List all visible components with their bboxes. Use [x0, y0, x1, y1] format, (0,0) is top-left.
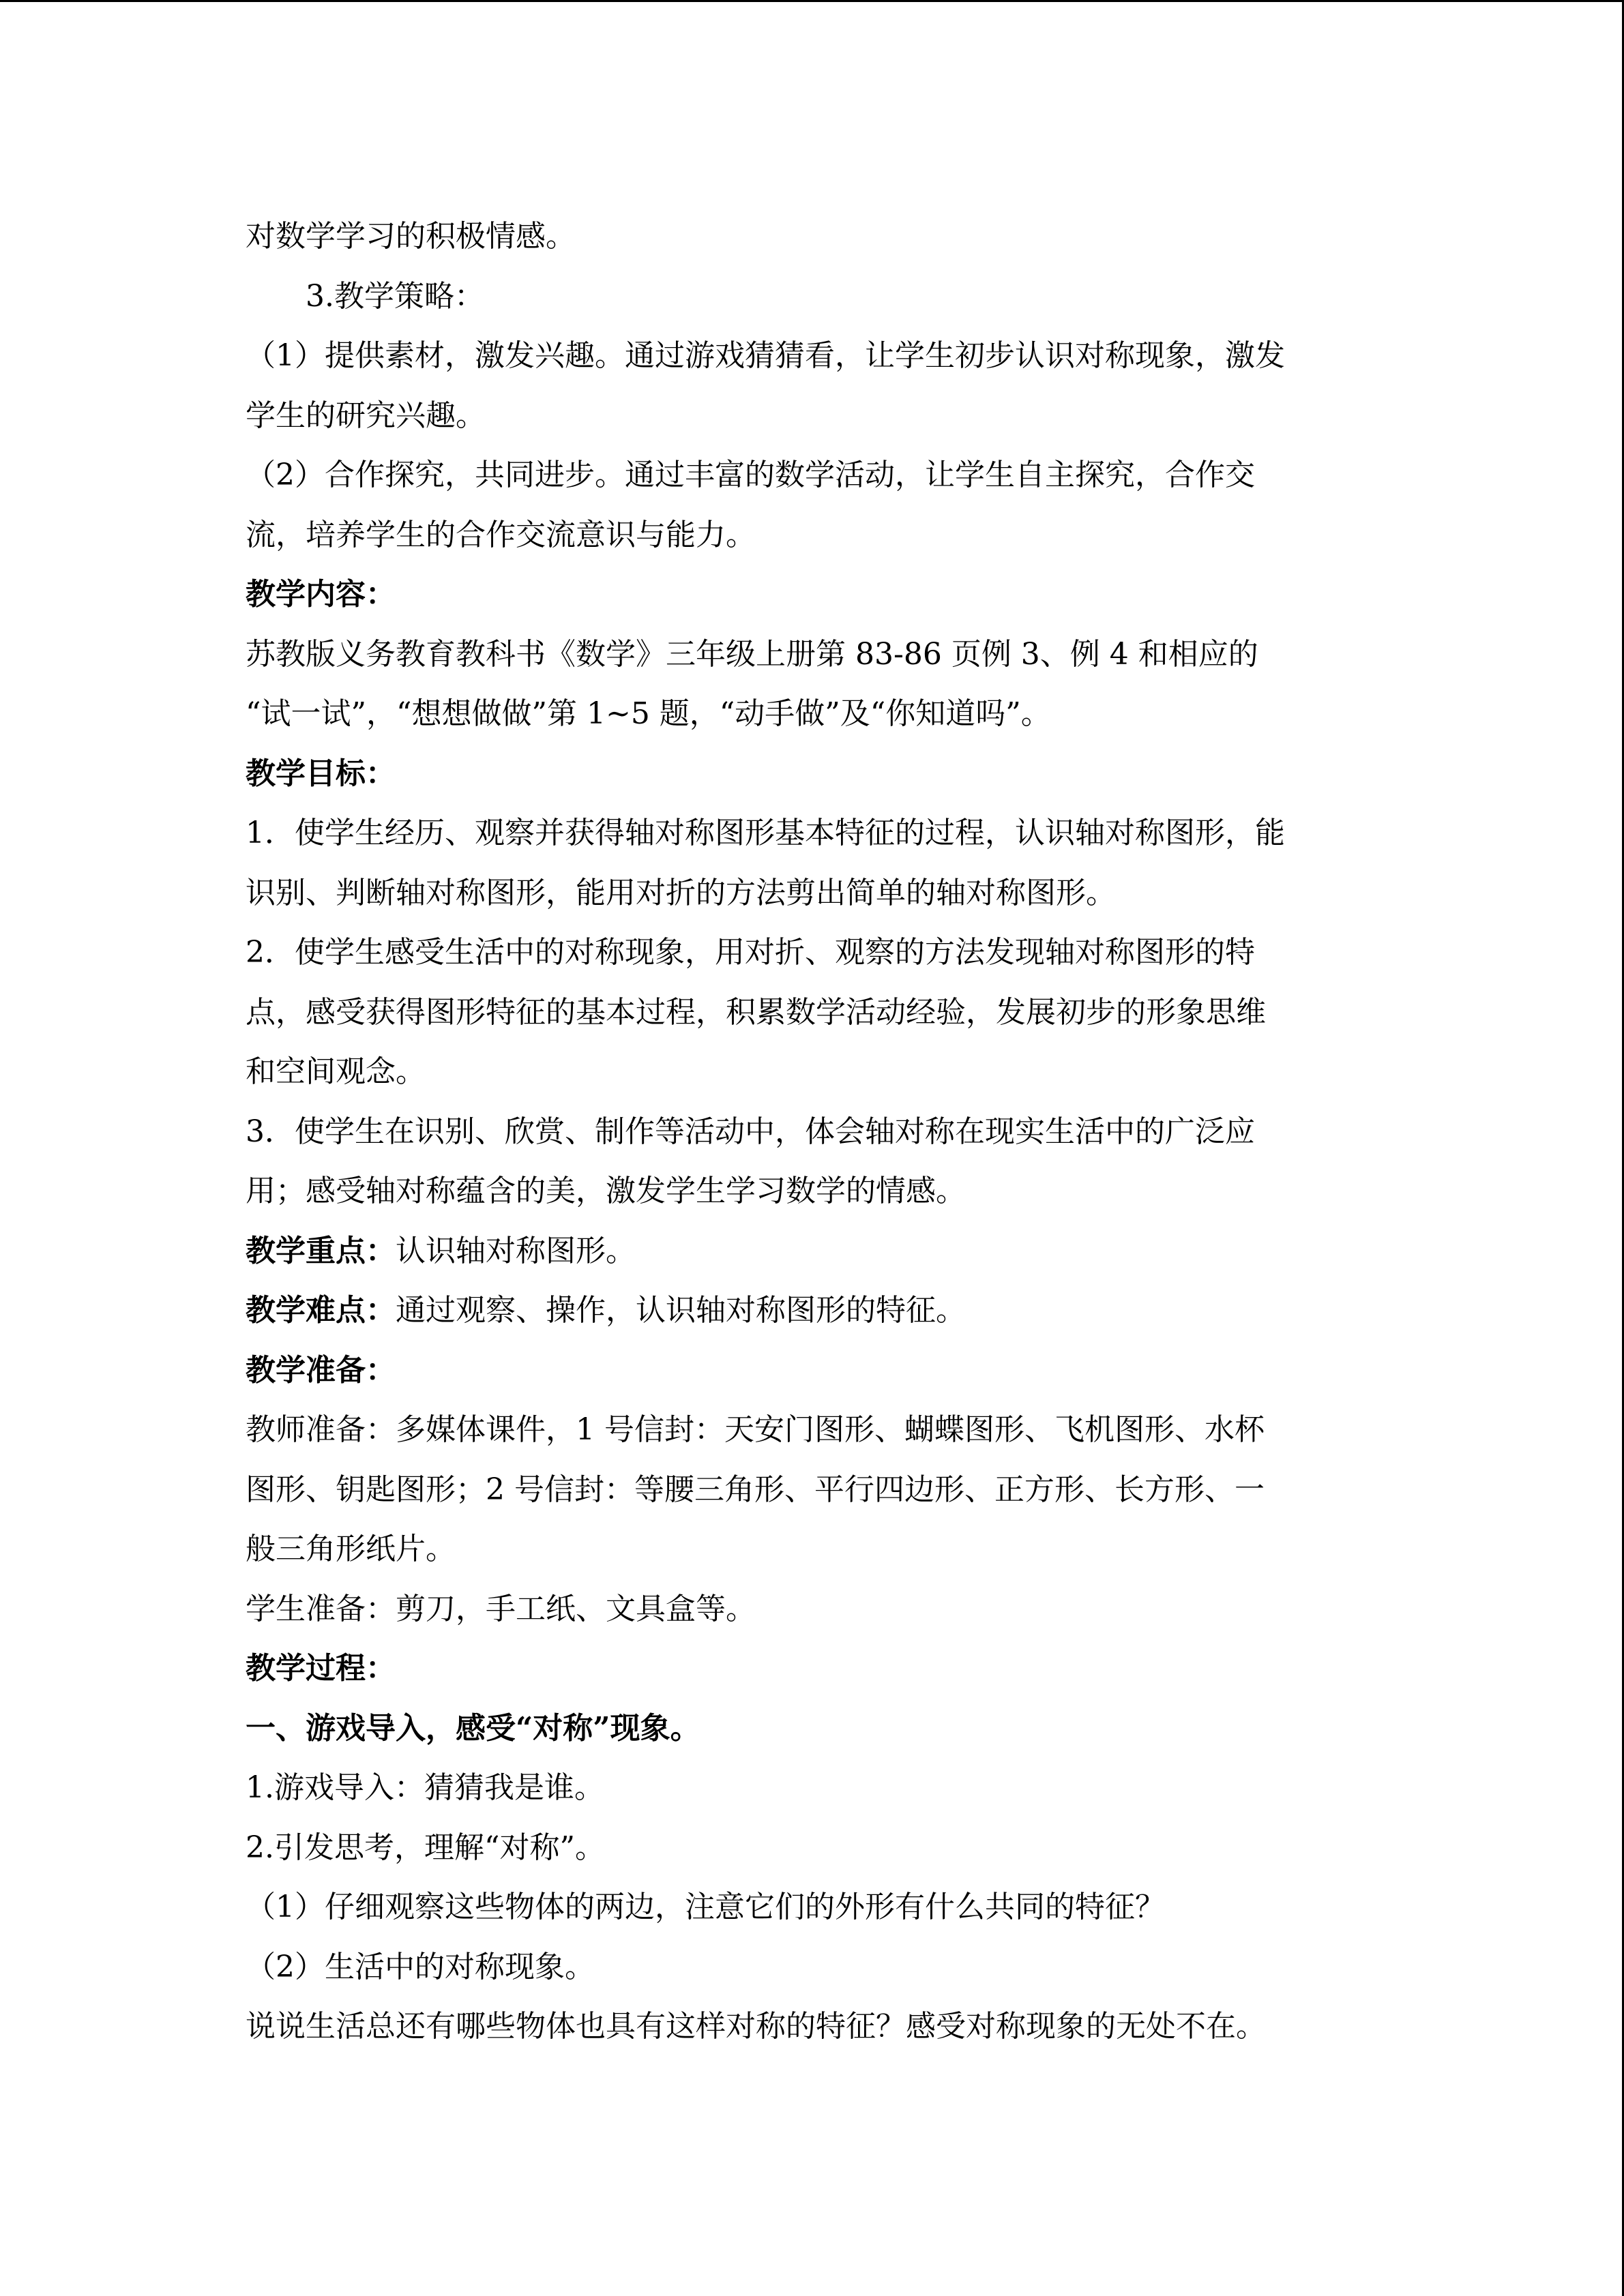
- text-line: （1）提供素材，激发兴趣。通过游戏猜猜看，让学生初步认识对称现象，激发: [246, 338, 1285, 373]
- section-heading-preparation: 教学准备：: [246, 1352, 396, 1388]
- text-line: 学生的研究兴趣。: [246, 398, 486, 433]
- text-line: 1.游戏导入：猜猜我是谁。: [246, 1770, 604, 1805]
- text-line: 对数学学习的积极情感。: [246, 219, 576, 254]
- text-line: 般三角形纸片。: [246, 1532, 456, 1566]
- text-line: 苏教版义务教育教科书《数学》三年级上册第 83-86 页例 3、例 4 和相应的: [246, 636, 1258, 672]
- text-line: （1）仔细观察这些物体的两边，注意它们的外形有什么共同的特征？: [246, 1890, 1165, 1924]
- text-line: 用；感受轴对称蕴含的美，激发学生学习数学的情感。: [246, 1174, 966, 1208]
- strategy-heading: 3.教学策略：: [306, 278, 484, 314]
- text-line: 2.引发思考，理解“对称”。: [246, 1830, 605, 1865]
- teaching-focus-text: 认识轴对称图形。: [396, 1233, 636, 1268]
- text-line: 流，培养学生的合作交流意识与能力。: [246, 517, 756, 552]
- text-line: 3．使学生在识别、欣赏、制作等活动中，体会轴对称在现实生活中的广泛应: [246, 1114, 1255, 1149]
- section-heading-content: 教学内容：: [246, 577, 396, 612]
- teaching-difficulty-label: 教学难点：: [246, 1293, 396, 1328]
- document-body: [246, 207, 1385, 2057]
- text-line: 图形、钥匙图形；2 号信封：等腰三角形、平行四边形、正方形、长方形、一: [246, 1472, 1265, 1507]
- text-line: 教师准备：多媒体课件，1 号信封：天安门图形、蝴蝶图形、飞机图形、水杯: [246, 1412, 1265, 1447]
- text-line: 和空间观念。: [246, 1054, 426, 1089]
- teaching-focus-line: [246, 1221, 1385, 1281]
- text-line: 1．使学生经历、观察并获得轴对称图形基本特征的过程，认识轴对称图形，能: [246, 816, 1285, 850]
- teaching-difficulty-text: 通过观察、操作，认识轴对称图形的特征。: [396, 1293, 966, 1328]
- text-line: “试一试”，“想想做做”第 1~5 题，“动手做”及“你知道吗”。: [246, 696, 1051, 731]
- text-line: 点，感受获得图形特征的基本过程，积累数学活动经验，发展初步的形象思维: [246, 994, 1266, 1030]
- text-line: 说说生活总还有哪些物体也具有这样对称的特征？感受对称现象的无处不在。: [246, 2009, 1266, 2044]
- subsection-heading: 一、游戏导入，感受“对称”现象。: [246, 1710, 700, 1746]
- section-heading-objectives: 教学目标：: [246, 756, 396, 791]
- text-line: （2）合作探究，共同进步。通过丰富的数学活动，让学生自主探究，合作交: [246, 458, 1255, 492]
- teaching-difficulty-line: [246, 1281, 1385, 1341]
- text-line: 识别、判断轴对称图形，能用对折的方法剪出简单的轴对称图形。: [246, 875, 1116, 910]
- text-line: 学生准备：剪刀，手工纸、文具盒等。: [246, 1591, 756, 1626]
- text-line: 2．使学生感受生活中的对称现象，用对折、观察的方法发现轴对称图形的特: [246, 935, 1255, 970]
- text-line: （2）生活中的对称现象。: [246, 1949, 595, 1984]
- section-heading-process: 教学过程：: [246, 1651, 396, 1686]
- teaching-focus-label: 教学重点：: [246, 1233, 396, 1268]
